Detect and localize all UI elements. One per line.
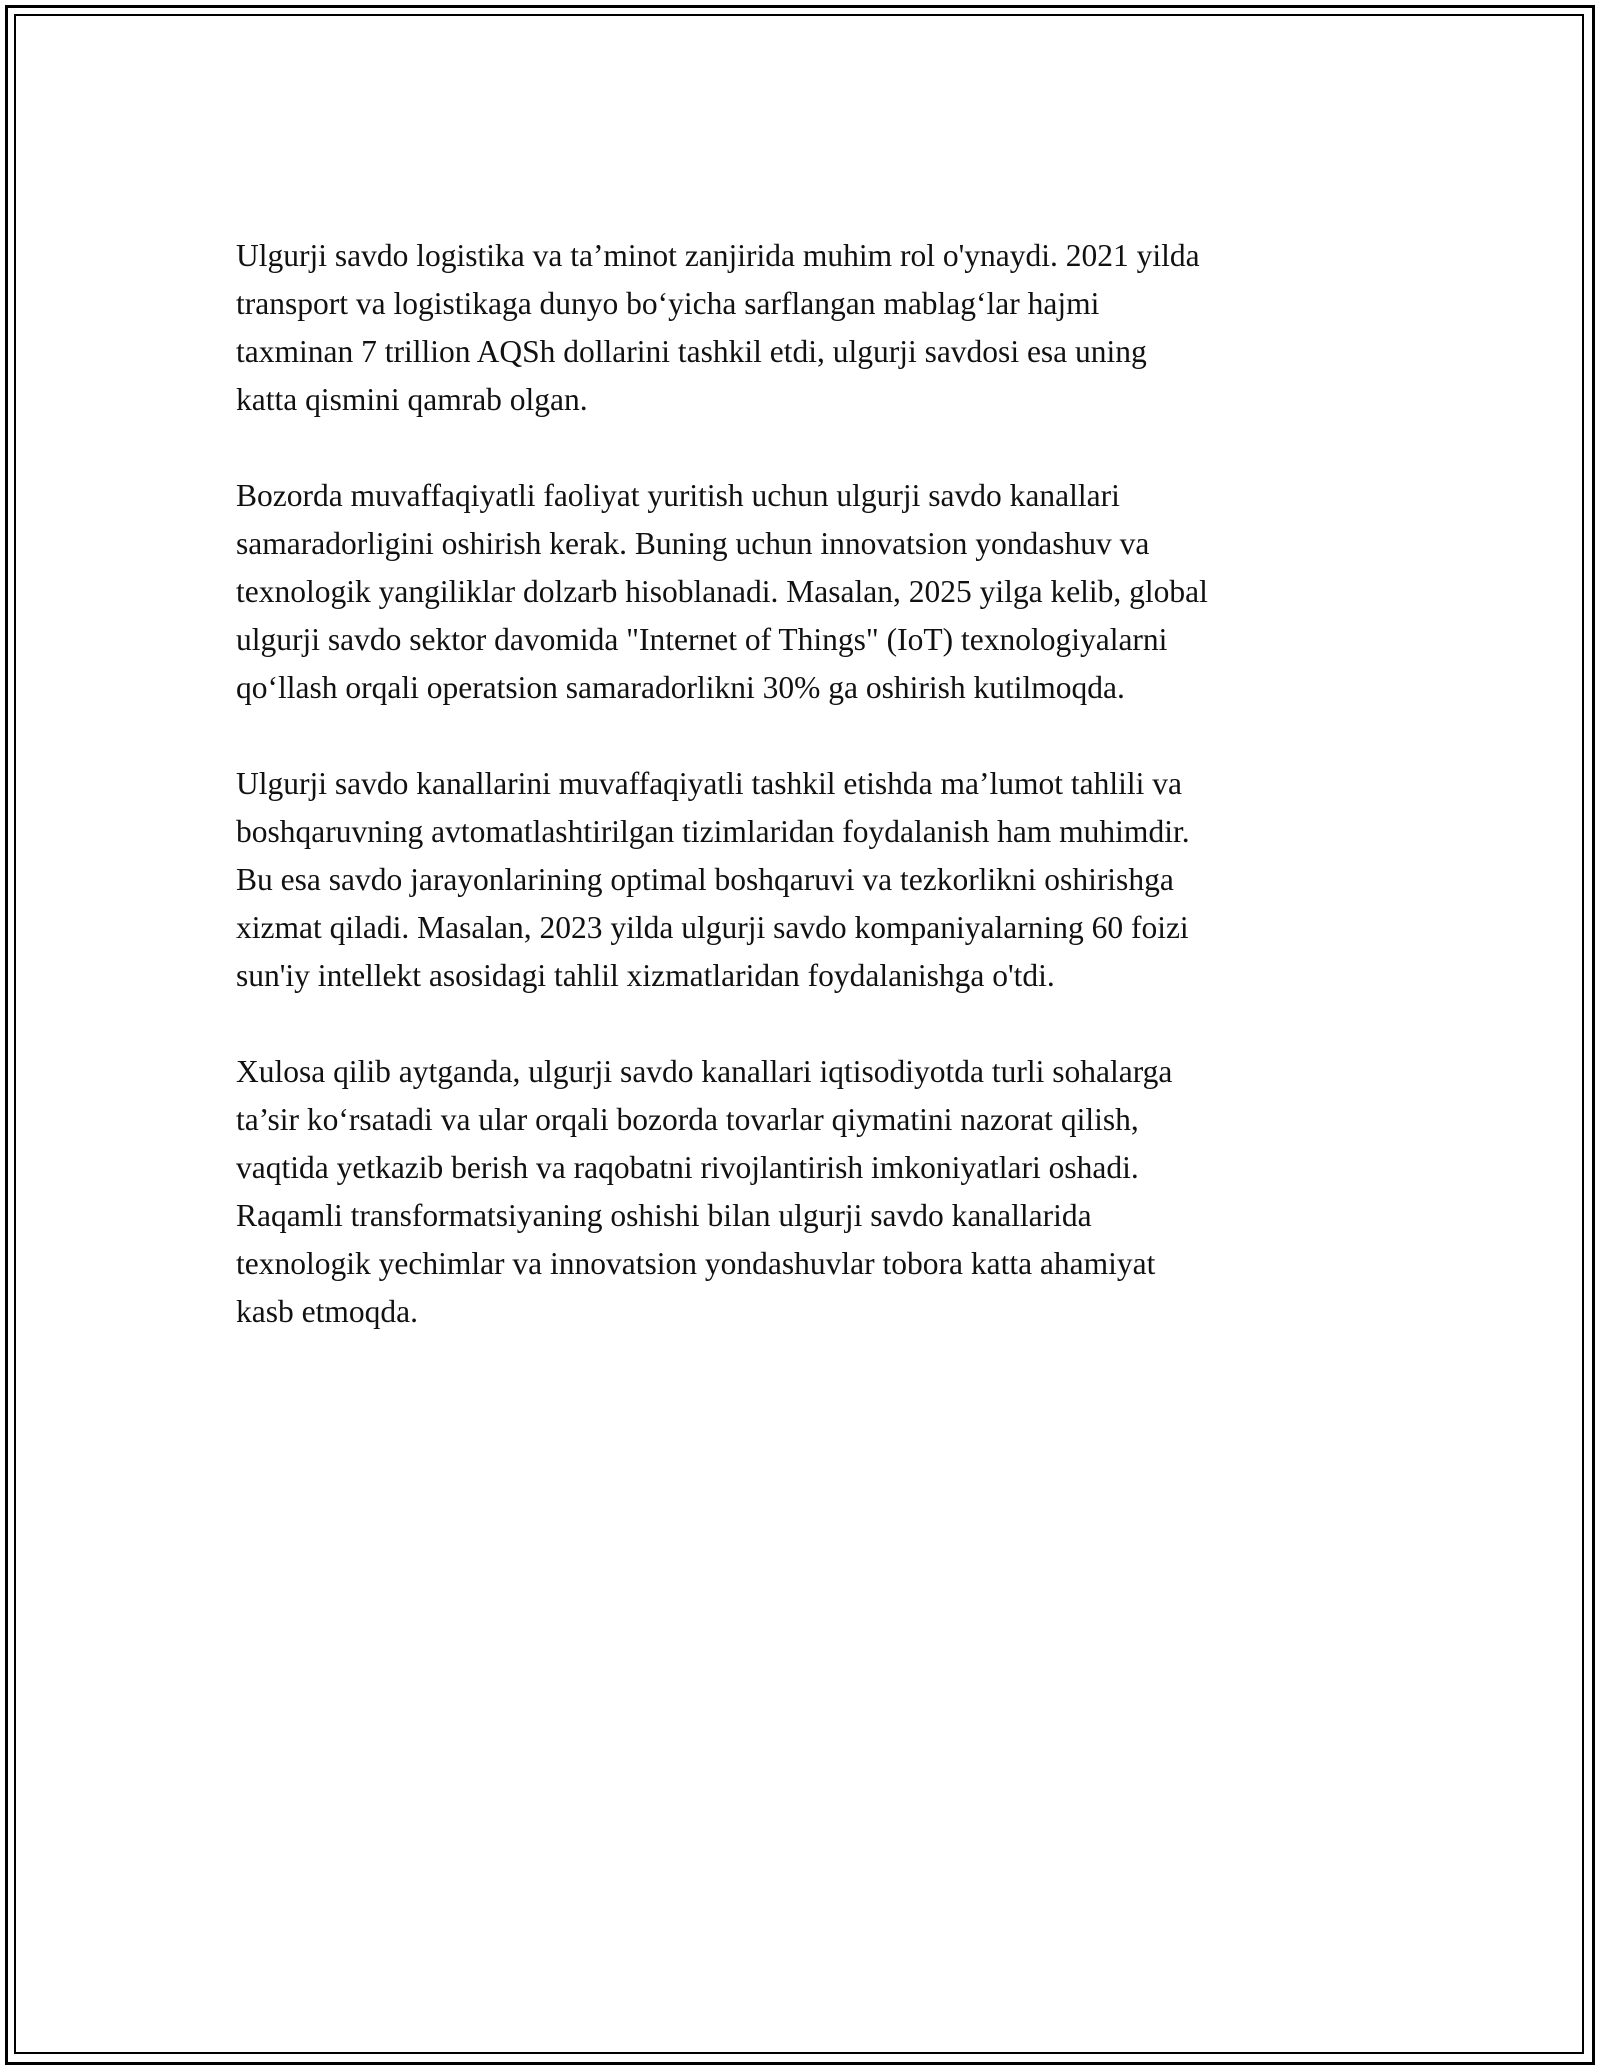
text-line: sun'iy intellekt asosidagi tahlil xizmatlaridan foydalanishga o'tdi. — [236, 958, 1055, 993]
paragraph-1 — [236, 232, 1376, 424]
text-line: Bu esa savdo jarayonlarining optimal boshqaruvi va tezkorlikni oshirishga — [236, 862, 1174, 897]
text-line: texnologik yechimlar va innovatsion yondashuvlar tobora katta ahamiyat — [236, 1246, 1156, 1281]
text-line: Ulgurji savdo logistika va ta’minot zanjirida muhim rol o'ynaydi. 2021 yilda — [236, 238, 1200, 273]
paragraph-3 — [236, 760, 1376, 1000]
text-line: xizmat qiladi. Masalan, 2023 yilda ulgurji savdo kompaniyalarning 60 foizi — [236, 910, 1189, 945]
text-line: ta’sir ko‘rsatadi va ular orqali bozorda tovarlar qiymatini nazorat qilish, — [236, 1102, 1139, 1137]
text-line: katta qismini qamrab olgan. — [236, 382, 588, 417]
text-line: taxminan 7 trillion AQSh dollarini tashkil etdi, ulgurji savdosi esa uning — [236, 334, 1147, 369]
text-line: ulgurji savdo sektor davomida "Internet of Things" (IoT) texnologiyalarni — [236, 622, 1168, 657]
text-line: vaqtida yetkazib berish va raqobatni rivojlantirish imkoniyatlari oshadi. — [236, 1150, 1139, 1185]
document-body — [236, 232, 1376, 1384]
text-line: boshqaruvning avtomatlashtirilgan tizimlaridan foydalanish ham muhimdir. — [236, 814, 1190, 849]
text-line: qo‘llash orqali operatsion samaradorlikni 30% ga oshirish kutilmoqda. — [236, 670, 1125, 705]
text-line: Raqamli transformatsiyaning oshishi bilan ulgurji savdo kanallarida — [236, 1198, 1092, 1233]
text-line: kasb etmoqda. — [236, 1294, 418, 1329]
text-line: Ulgurji savdo kanallarini muvaffaqiyatli tashkil etishda ma’lumot tahlili va — [236, 766, 1182, 801]
text-line: transport va logistikaga dunyo bo‘yicha sarflangan mablag‘lar hajmi — [236, 286, 1100, 321]
text-line: Xulosa qilib aytganda, ulgurji savdo kanallari iqtisodiyotda turli sohalarga — [236, 1054, 1173, 1089]
paragraph-2 — [236, 472, 1376, 712]
paragraph-4 — [236, 1048, 1376, 1336]
text-line: samaradorligini oshirish kerak. Buning uchun innovatsion yondashuv va — [236, 526, 1150, 561]
text-line: texnologik yangiliklar dolzarb hisoblanadi. Masalan, 2025 yilga kelib, global — [236, 574, 1208, 609]
text-line: Bozorda muvaffaqiyatli faoliyat yuritish uchun ulgurji savdo kanallari — [236, 478, 1120, 513]
